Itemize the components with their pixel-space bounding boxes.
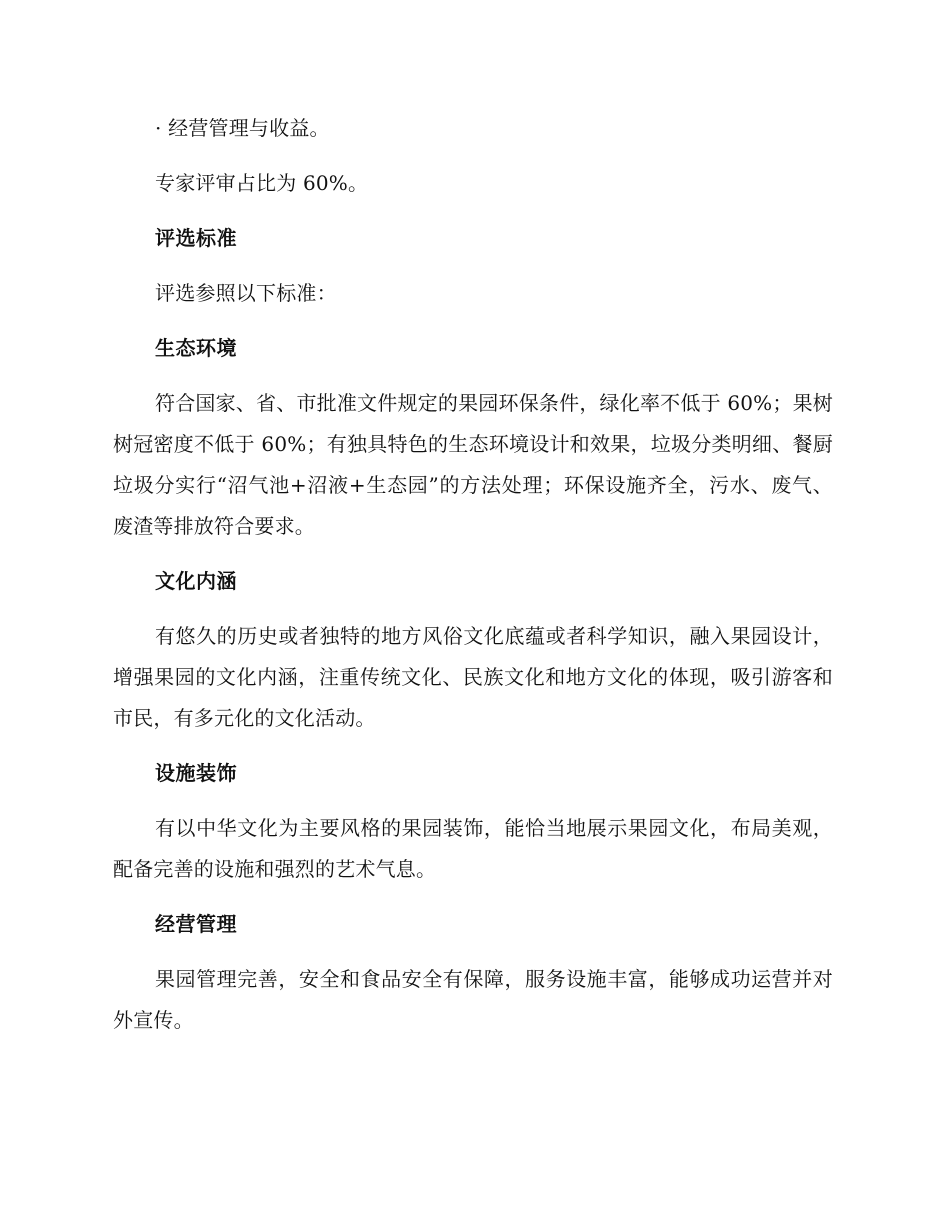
expert-review-ratio: 专家评审占比为 60%。 (155, 171, 369, 195)
section-heading-ecology: 生态环境 (155, 336, 237, 360)
section-heading-management: 经营管理 (155, 912, 237, 936)
section-heading-facilities: 设施装饰 (155, 761, 237, 785)
section-body-culture: 有悠久的历史或者独特的地方风俗文化底蕴或者科学知识，融入果园设计，增强果园的文化内涵，注重传统文化、民族文化和地方文化的体现，吸引游客和市民，有多元化的文化活动。 (113, 624, 833, 730)
section-body-ecology: 符合国家、省、市批准文件规定的果园环保条件，绿化率不低于 60%；果树树冠密度不低于 60%；有独具特色的生态环境设计和效果，垃圾分类明细、餐厨垃圾分实行“沼气池+沼液+生态园”的方法处理；环保设施齐全，污水、废气、废渣等排放符合要求。 (113, 391, 833, 538)
document-content (113, 108, 833, 1041)
bullet-item: · 经营管理与收益。 (155, 116, 330, 140)
section-body-management: 果园管理完善，安全和食品安全有保障，服务设施丰富，能够成功运营并对外宣传。 (113, 967, 833, 1032)
section-body-criteria: 评选参照以下标准： (155, 281, 337, 305)
section-body-facilities: 有以中华文化为主要风格的果园装饰，能恰当地展示果园文化，布局美观，配备完善的设施和强烈的艺术气息。 (113, 816, 833, 881)
section-heading-criteria: 评选标准 (155, 226, 237, 250)
section-heading-culture: 文化内涵 (155, 569, 237, 593)
